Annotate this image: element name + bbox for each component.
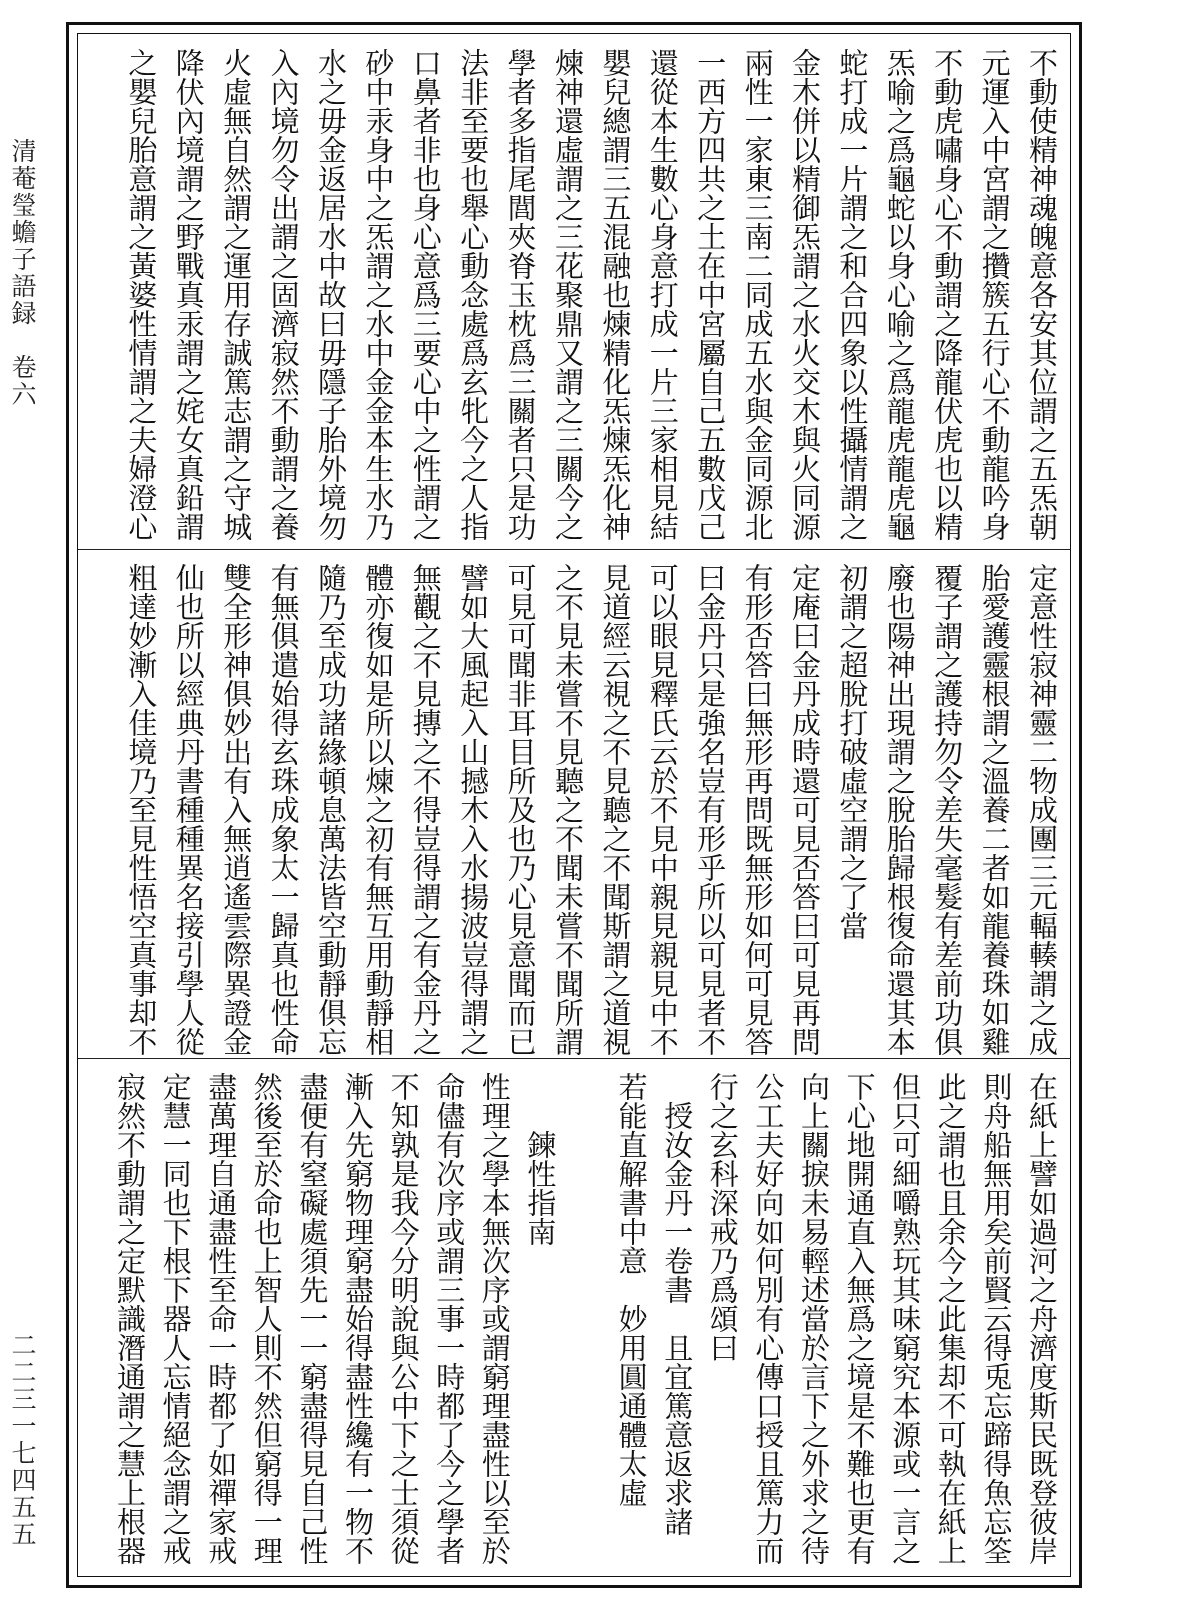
text-column: 不知孰是我今分明說與公中下之士須從 (386, 1072, 421, 1565)
text-column: 見道經云視之不見聽之不聞斯謂之道視 (598, 563, 633, 1056)
text-column: 譬如大風起入山撼木入水揚波豈得謂之 (456, 563, 491, 1056)
text-column: 盡便有窒礙處須先一一窮盡得見自己性 (295, 1072, 330, 1565)
text-area (77, 33, 1071, 1577)
text-column: 定庵曰金丹成時還可見否答曰可見再問 (788, 563, 822, 1056)
text-column: 無觀之不見摶之不得豈得謂之有金丹之 (408, 563, 443, 1056)
text-column: 漸入先窮物理窮盡始得盡性纔有一物不 (341, 1072, 375, 1565)
text-column: 之嬰兒胎意謂之黃婆性情謂之夫婦澄心 (124, 48, 159, 541)
text-column: 廢也陽神出現謂之脫胎歸根復命還其本 (882, 563, 917, 1056)
text-column: 蛇打成一片謂之和合四象以性攝情謂之 (835, 48, 870, 541)
text-column: 一西方四共之土在中宮屬自己五數戊己 (693, 48, 728, 541)
text-column: 有無俱遣始得玄珠成象太一歸真也性命 (266, 563, 301, 1056)
text-column: 下心地開通直入無爲之境是不難也更有 (842, 1072, 877, 1565)
text-column: 之不見未嘗不見聽之不聞未嘗不聞所謂 (551, 563, 585, 1056)
text-column: 口鼻者非也身心意爲三要心中之性謂之 (408, 48, 443, 541)
text-column: 性理之學本無次序或謂窮理盡性以至於 (477, 1072, 512, 1565)
text-column: 學者多指尾閭夾脊玉枕爲三關者只是功 (503, 48, 538, 541)
text-column: 盡萬理自通盡性至命一時都了如禪家戒 (204, 1072, 239, 1565)
text-column: 雙全形神俱妙出有入無逍遙雲際異證金 (219, 563, 254, 1056)
text-column: 定慧一同也下根下器人忘情絕念謂之戒 (158, 1072, 193, 1565)
text-column: 不動虎嘯身心不動謂之降龍伏虎也以精 (930, 48, 965, 541)
text-column: 不動使精神魂魄意各安其位謂之五炁朝 (1025, 48, 1059, 541)
text-column: 授汝金丹一卷書 且宜篤意返求諸 (660, 1072, 695, 1536)
text-column: 胎愛護靈根謂之溫養二者如龍養珠如雞 (977, 563, 1012, 1056)
text-column: 法非至要也舉心動念處爲玄牝今之人指 (456, 48, 491, 541)
text-band-top (78, 34, 1070, 549)
text-column: 仙也所以經典丹書種種異名接引學人從 (171, 563, 206, 1056)
text-column: 行之玄科深戒乃爲頌曰 (705, 1072, 740, 1362)
text-column: 砂中汞身中之炁謂之水中金金本生水乃 (361, 48, 396, 541)
text-column: 體亦復如是所以煉之初有無互用動靜相 (361, 563, 396, 1056)
text-column: 則舟船無用矣前賢云得兎忘蹄得魚忘筌 (979, 1072, 1014, 1565)
text-column: 定意性寂神靈二物成團三元輻輳謂之成 (1025, 563, 1059, 1056)
text-column: 可見可聞非耳目所及也乃心見意聞而已 (503, 563, 538, 1056)
text-column: 可以眼見釋氏云於不見中親見親見中不 (645, 563, 680, 1056)
book-title-margin: 清菴瑩蟾子語録 卷六 (8, 138, 37, 408)
text-column: 炁喻之爲龜蛇以身心喻之爲龍虎龍虎龜 (882, 48, 917, 541)
text-band-bottom (78, 1058, 1070, 1580)
text-column: 覆子謂之護持勿令差失毫髮有差前功俱 (930, 563, 965, 1056)
text-column: 曰金丹只是強名豈有形乎所以可見者不 (693, 563, 728, 1056)
text-column: 金木併以精御炁謂之水火交木與火同源 (788, 48, 822, 541)
text-column: 初謂之超脫打破虛空謂之了當 (835, 563, 870, 940)
text-column: 元運入中宮謂之攢簇五行心不動龍吟身 (977, 48, 1012, 541)
text-column: 有形否答曰無形再問既無形如何可見答 (740, 563, 775, 1056)
text-column: 火虛無自然謂之運用存誠篤志謂之守城 (219, 48, 254, 541)
text-column: 公工夫好向如何別有心傳口授且篤力而 (751, 1072, 786, 1565)
text-column: 此之謂也且余今之此集却不可執在紙上 (933, 1072, 968, 1565)
text-column: 水之毋金返居水中故曰毋隱子胎外境勿 (314, 48, 348, 541)
text-column: 寂然不動謂之定默識潛通謂之慧上根器 (113, 1072, 147, 1565)
text-column: 向上關捩未易輕述當於言下之外求之待 (797, 1072, 831, 1565)
text-column: 入內境勿令出謂之固濟寂然不動謂之養 (266, 48, 301, 541)
text-column: 若能直解書中意 妙用圓通體太虛 (614, 1072, 649, 1507)
page-number-margin: 二二三一七四五五 (8, 1332, 37, 1548)
text-column: 降伏內境謂之野戰真汞謂之姹女真鉛謂 (171, 48, 206, 541)
text-column: 命儘有次序或謂三事一時都了今之學者 (432, 1072, 467, 1565)
text-band-middle (78, 549, 1070, 1058)
text-column: 粗達妙漸入佳境乃至見性悟空真事却不 (124, 563, 159, 1056)
text-column: 嬰兒總謂三五混融也煉精化炁煉炁化神 (598, 48, 633, 541)
text-column: 在紙上譬如過河之舟濟度斯民既登彼岸 (1025, 1072, 1059, 1565)
page-frame (66, 22, 1082, 1588)
text-column: 兩性一家東三南二同成五水與金同源北 (740, 48, 775, 541)
text-column: 還從本生數心身意打成一片三家相見結 (645, 48, 680, 541)
text-column: 隨乃至成功諸緣頓息萬法皆空動靜俱忘 (314, 563, 348, 1056)
text-column: 但只可細嚼熟玩其味窮究本源或一言之 (888, 1072, 923, 1565)
text-column: 然後至於命也上智人則不然但窮得一理 (249, 1072, 284, 1565)
text-column: 鍊性指南 (523, 1072, 558, 1246)
text-column: 煉神還虛謂之三花聚鼎又謂之三關今之 (551, 48, 585, 541)
